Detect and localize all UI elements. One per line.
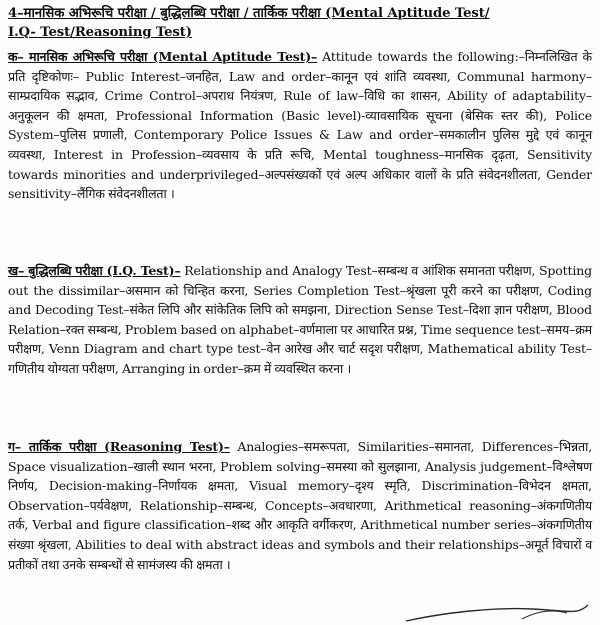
section-title: ख– बुद्धिलब्धि परीक्षा (I.Q. Test)– <box>8 263 181 278</box>
heading-line-1: 4–मानसिक अभिरूचि परीक्षा / बुद्धिलब्धि परीक्षा / तार्किक परीक्षा (Mental Aptitude Test/ <box>8 6 490 21</box>
section-iq-test <box>8 261 592 379</box>
section-body: Attitude towards the following:–निम्नलिखित के प्रति दृष्टिकोणः– Public Interest–जनहित, Law and order–कानून एवं शांति व्यवस्था, Communal harmony–साम्प्रदायिक सद्भाव, Crime Control–अपराध नियंत्रण, Rule of law–विधि का शासन, Ability of adaptability–अनुकूलन की क्षमता, Professional Information (Basic level)-व्यावसायिक सूचना (बेसिक स्तर की), Police System–पुलिस प्रणाली, Contemporary Police Issues & Law and order–समकालीन पुलिस मुद्दे एवं कानून व्यवस्था, Interest in Profession–व्यवसाय के प्रति रूचि, Mental toughness–मानसिक दृढ़ता, Sensitivity towards minorities and underprivileged–अल्पसंख्यकों एवं अल्प अधिकार वालों के प्रति संवेदनशीलता, Gender sensitivity–लैंगिक संवेदनशीलता । <box>8 49 592 202</box>
section-body: Analogies–समरूपता, Similarities–समानता, Differences–भिन्नता, Space visualization–खाली स्थान भरना, Problem solving–समस्या को सुलझाना, Analysis judgement–विश्लेषण निर्णय, Decision-making–निर्णायक क्षमता, Visual memory–दृश्य स्मृति, Discrimination–विभेदन क्षमता, Observation–पर्यवेक्षण, Relationship–सम्बन्ध, Concepts–अवधारणा, Arithmetical reasoning–अंकगणितीय तर्क, Verbal and figure classification–शब्द और आकृति वर्गीकरण, Arithmetical number series–अंकगणितीय संख्या श्रृंखला, Abilities to deal with abstract ideas and symbols and their relationships–अमूर्त विचारों व प्रतीकों तथा उनके सम्बन्धों से सामंजस्य की क्षमता । <box>8 439 592 572</box>
heading-line-2: I.Q- Test/Reasoning Test) <box>8 25 192 40</box>
section-reasoning-test <box>8 437 592 574</box>
handwritten-mark <box>402 599 592 625</box>
section-title: ग– तार्किक परीक्षा (Reasoning Test)– <box>8 439 230 454</box>
section-body: Relationship and Analogy Test–सम्बन्ध व आंशिक समानता परीक्षण, Spotting out the dissimilar–असमान को चिन्हित करना, Series Completion Test–श्रृंखला पूरी करने का परीक्षण, Coding and Decoding Test–संकेत लिपि और सांकेतिक लिपि को समझना, Direction Sense Test–दिशा ज्ञान परीक्षण, Blood Relation–रक्त सम्बन्ध, Problem based on alphabet–वर्णमाला पर आधारित प्रश्न, Time sequence test–समय–क्रम परीक्षण, Venn Diagram and chart type test–वेन आरेख और चार्ट सदृश परीक्षण, Mathematical ability Test–गणितीय योग्यता परीक्षण, Arranging in order–क्रम में व्यवस्थित करना । <box>8 263 592 376</box>
page-heading <box>8 4 592 42</box>
section-mental-aptitude <box>8 47 592 204</box>
section-title: क– मानसिक अभिरूचि परीक्षा (Mental Aptitude Test)– <box>8 49 318 64</box>
